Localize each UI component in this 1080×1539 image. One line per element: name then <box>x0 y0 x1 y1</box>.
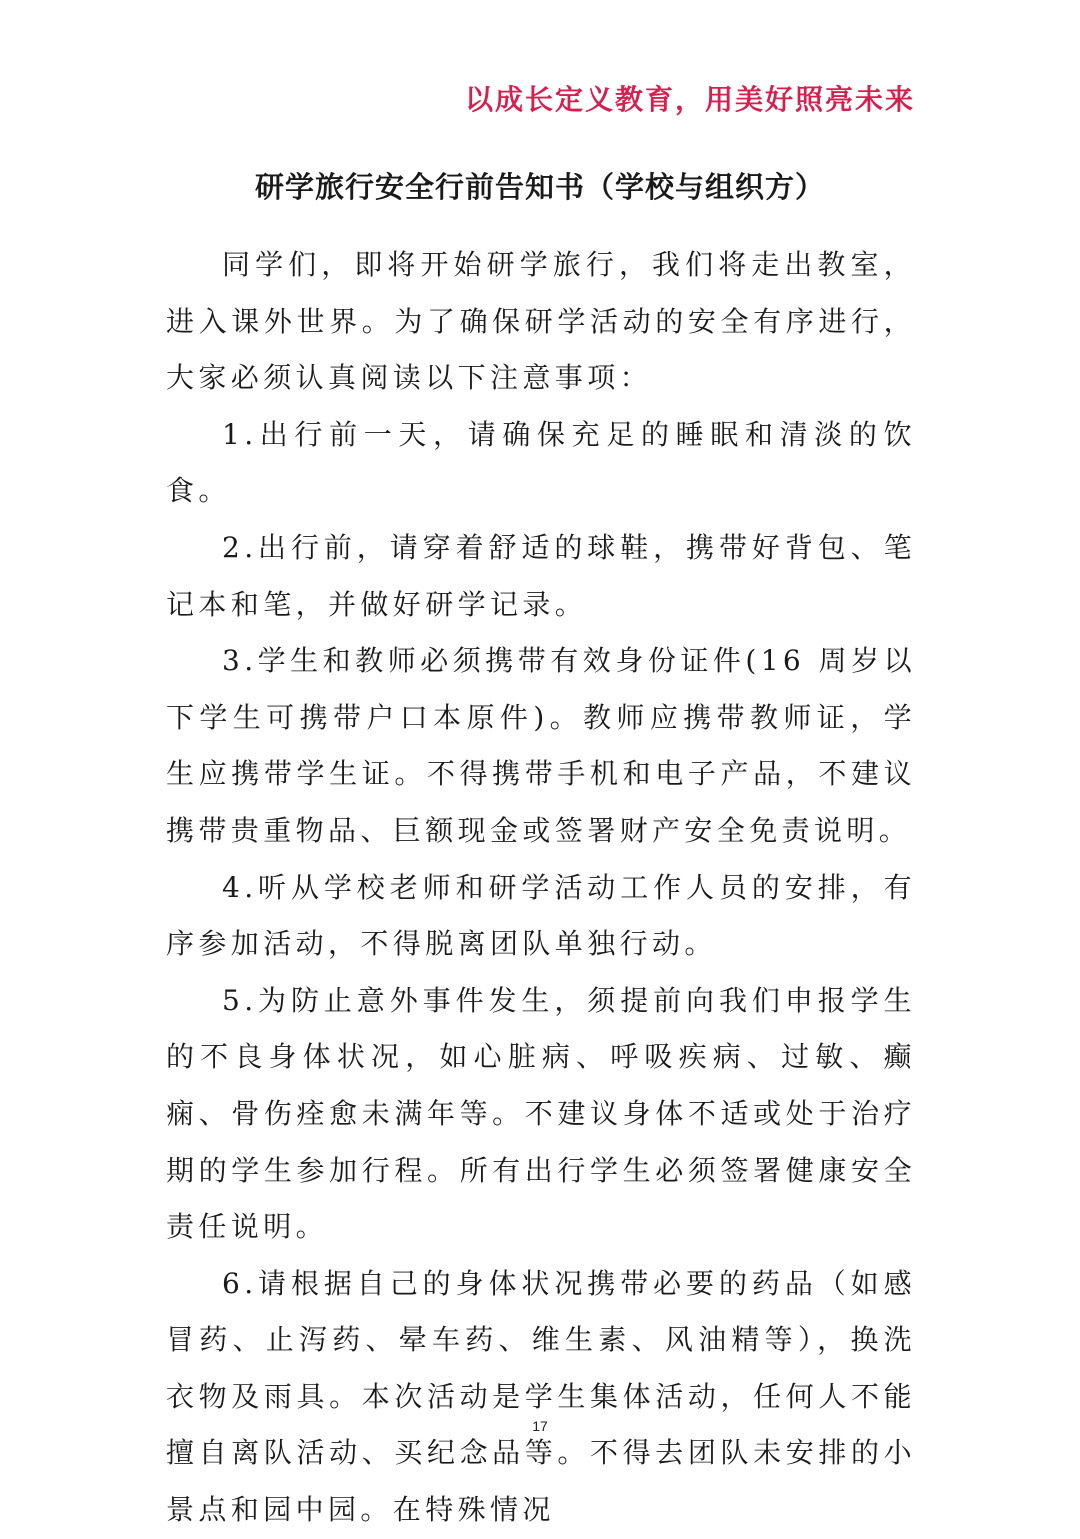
page-title: 研学旅行安全行前告知书（学校与组织方） <box>254 170 825 204</box>
item-paragraph-1: 1.出行前一天，请确保充足的睡眠和清淡的饮食。 <box>166 417 916 508</box>
page-number: 17 <box>532 1418 548 1434</box>
intro-paragraph: 同学们，即将开始研学旅行，我们将走出教室，进入课外世界。为了确保研学活动的安全有序进行，大家必须认真阅读以下注意事项： <box>166 248 916 395</box>
item-paragraph-3: 3.学生和教师必须携带有效身份证件(16 周岁以下学生可携带户口本原件)。教师应携带教师证，学生应携带学生证。不得携带手机和电子产品，不建议携带贵重物品、巨额现金或签署财产安全免责说明。 <box>166 644 916 847</box>
header-slogan: 以成长定义教育，用美好照亮未来 <box>464 83 915 116</box>
item-paragraph-2: 2.出行前，请穿着舒适的球鞋，携带好背包、笔记本和笔，并做好研学记录。 <box>166 530 916 621</box>
document-body <box>166 237 916 1539</box>
item-paragraph-5: 5.为防止意外事件发生，须提前向我们申报学生的不良身体状况，如心脏病、呼吸疾病、过敏、癫痫、骨伤痊愈未满年等。不建议身体不适或处于治疗期的学生参加行程。所有出行学生必须签署健康安全责任说明。 <box>166 983 916 1244</box>
item-paragraph-4: 4.听从学校老师和研学活动工作人员的安排，有序参加活动，不得脱离团队单独行动。 <box>166 870 916 961</box>
item-paragraph-6: 6.请根据自己的身体状况携带必要的药品（如感冒药、止泻药、晕车药、维生素、风油精等），换洗衣物及雨具。本次活动是学生集体活动，任何人不能擅自离队活动、买纪念品等。不得去团队未安排的小景点和园中园。在特殊情况 <box>166 1266 916 1527</box>
